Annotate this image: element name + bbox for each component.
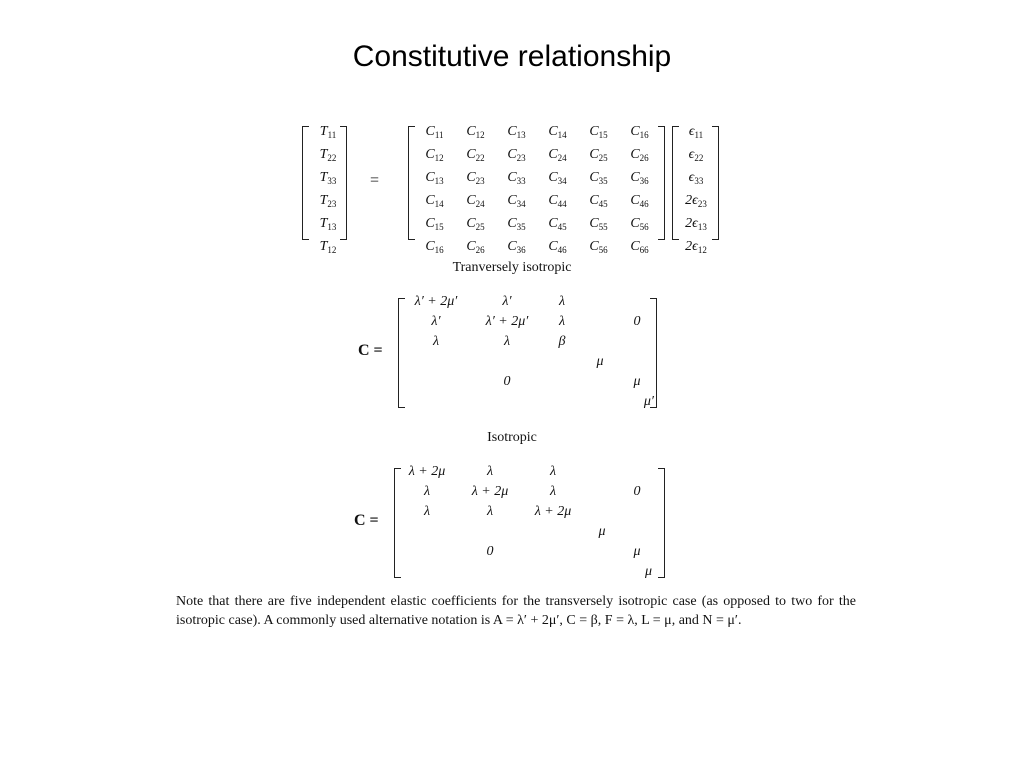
- stiffness-cell: $C_{13}$: [425, 170, 444, 186]
- stiffness-cell: $C_{16}$: [425, 239, 444, 255]
- stiffness-cell: $C_{26}$: [630, 147, 649, 163]
- strain-entry: $2\epsilon_{23}$: [685, 193, 707, 209]
- stiffness-cell: $C_{34}$: [507, 193, 526, 209]
- transverse-right-bracket: [650, 298, 657, 408]
- isotropic-cell: [582, 482, 622, 502]
- stiffness-cell: $C_{35}$: [589, 170, 608, 186]
- isotropic-cell: [398, 542, 456, 562]
- transverse-cell: [580, 312, 620, 332]
- transverse-cell: [580, 392, 620, 412]
- stress-right-bracket: [340, 126, 347, 240]
- transverse-cell: λ′: [431, 314, 441, 329]
- transverse-cell: λ′ + 2μ′: [414, 294, 458, 309]
- stiffness-cell: $C_{45}$: [548, 216, 567, 232]
- transverse-cell: λ: [558, 294, 566, 309]
- stress-entry: $T_{13}$: [319, 216, 337, 232]
- stiffness-cell: $C_{55}$: [589, 216, 608, 232]
- isotropic-heading: Isotropic: [487, 430, 537, 445]
- isotropic-cell: 0: [486, 544, 494, 559]
- transverse-cell: [580, 292, 620, 312]
- strain-entry: $\epsilon_{11}$: [688, 124, 704, 140]
- transverse-cell: [620, 292, 654, 312]
- transverse-cell: [544, 392, 580, 412]
- transverse-cell: [580, 332, 620, 352]
- slide-title: Constitutive relationship: [352, 40, 672, 73]
- isotropic-cell: λ + 2μ: [471, 484, 509, 499]
- stiffness-cell: $C_{24}$: [466, 193, 485, 209]
- stiffness-cell: $C_{22}$: [466, 147, 485, 163]
- isotropic-cell: λ: [486, 504, 494, 519]
- stiffness-cell: $C_{25}$: [589, 147, 608, 163]
- stress-entry: $T_{22}$: [319, 147, 337, 163]
- isotropic-cell: [456, 522, 524, 542]
- stiffness-cell: $C_{46}$: [548, 239, 567, 255]
- stiffness-cell: $C_{24}$: [548, 147, 567, 163]
- transverse-cell: λ: [503, 334, 511, 349]
- strain-entry: $\epsilon_{33}$: [688, 170, 704, 186]
- stiffness-cell: $C_{23}$: [466, 170, 485, 186]
- stiffness-cell: $C_{16}$: [630, 124, 649, 140]
- isotropic-cell: λ: [549, 464, 557, 479]
- stress-entry: $T_{11}$: [319, 124, 337, 140]
- transverse-c-label: C =: [358, 342, 383, 359]
- strain-entry: $2\epsilon_{12}$: [685, 239, 707, 255]
- transverse-cell: [402, 352, 470, 372]
- transverse-cell: λ: [558, 314, 566, 329]
- isotropic-cell: λ: [549, 484, 557, 499]
- transverse-cell: λ′: [502, 294, 512, 309]
- transverse-cell: [620, 352, 654, 372]
- stiffness-cell: $C_{56}$: [589, 239, 608, 255]
- isotropic-cell: [582, 502, 622, 522]
- strain-entry: $\epsilon_{22}$: [688, 147, 704, 163]
- stress-entry: $T_{33}$: [319, 170, 337, 186]
- transverse-cell: 0: [633, 314, 641, 329]
- transverse-cell: [544, 352, 580, 372]
- isotropic-cell: [524, 542, 582, 562]
- stress-entry: $T_{12}$: [319, 239, 337, 255]
- stiffness-cell: $C_{13}$: [507, 124, 526, 140]
- stiffness-cell: $C_{15}$: [589, 124, 608, 140]
- transverse-cell: [402, 392, 470, 412]
- stiffness-cell: $C_{12}$: [466, 124, 485, 140]
- note-paragraph: Note that there are five independent elastic coefficients for the transversely isotropic case (as opposed to two for the isotropic case). A commonly used alternative notation is A = λ′ + 2μ′, C = β, F = λ, L = μ, and N = μ′.: [176, 594, 856, 628]
- isotropic-cell: [622, 522, 652, 542]
- isotropic-cell: λ + 2μ: [534, 504, 572, 519]
- strain-entry: $2\epsilon_{13}$: [685, 216, 707, 232]
- transverse-cell: [470, 352, 544, 372]
- isotropic-cell: [524, 522, 582, 542]
- isotropic-cell: λ: [486, 464, 494, 479]
- transverse-cell: λ: [432, 334, 440, 349]
- stiffness-cell: $C_{14}$: [425, 193, 444, 209]
- isotropic-cell: μ: [644, 564, 652, 579]
- stiffness-cell: $C_{23}$: [507, 147, 526, 163]
- stiffness-cell: $C_{26}$: [466, 239, 485, 255]
- isotropic-cell: [582, 462, 622, 482]
- stiffness-cell: $C_{66}$: [630, 239, 649, 255]
- transverse-cell: λ′ + 2μ′: [485, 314, 529, 329]
- transverse-cell: 0: [503, 374, 511, 389]
- isotropic-cell: λ + 2μ: [408, 464, 446, 479]
- transverse-cell: μ: [596, 354, 604, 369]
- stiffness-cell: $C_{35}$: [507, 216, 526, 232]
- isotropic-cell: [456, 562, 524, 582]
- transverse-cell: [580, 372, 620, 392]
- isotropic-cell: λ: [423, 504, 431, 519]
- stiffness-right-bracket: [658, 126, 665, 240]
- isotropic-cell: 0: [633, 484, 641, 499]
- stiffness-cell: $C_{36}$: [507, 239, 526, 255]
- transverse-cell: [402, 372, 470, 392]
- transverse-cell: [544, 372, 580, 392]
- transverse-matrix: [402, 292, 654, 412]
- stiffness-cell: $C_{14}$: [548, 124, 567, 140]
- stress-entry: $T_{23}$: [319, 193, 337, 209]
- stiffness-cell: $C_{36}$: [630, 170, 649, 186]
- equals-sign: =: [370, 172, 380, 189]
- isotropic-cell: [622, 462, 652, 482]
- transverse-cell: μ′: [643, 394, 654, 409]
- stiffness-cell: $C_{34}$: [548, 170, 567, 186]
- isotropic-cell: [398, 522, 456, 542]
- stiffness-cell: $C_{56}$: [630, 216, 649, 232]
- isotropic-cell: [622, 502, 652, 522]
- isotropic-cell: λ: [423, 484, 431, 499]
- transverse-cell: [470, 392, 544, 412]
- stiffness-cell: $C_{44}$: [548, 193, 567, 209]
- stiffness-matrix: [414, 122, 660, 260]
- stiffness-cell: $C_{12}$: [425, 147, 444, 163]
- isotropic-cell: [398, 562, 456, 582]
- isotropic-cell: [524, 562, 582, 582]
- transverse-cell: [620, 332, 654, 352]
- transverse-cell: μ: [633, 374, 641, 389]
- transverse-heading: Tranversely isotropic: [452, 260, 572, 275]
- transverse-cell: β: [558, 334, 566, 349]
- isotropic-c-label: C =: [354, 512, 379, 529]
- isotropic-matrix: [398, 462, 662, 582]
- stiffness-cell: $C_{45}$: [589, 193, 608, 209]
- strain-vector: [676, 122, 716, 260]
- isotropic-cell: [582, 562, 622, 582]
- stiffness-cell: $C_{15}$: [425, 216, 444, 232]
- stiffness-cell: $C_{46}$: [630, 193, 649, 209]
- stiffness-cell: $C_{11}$: [425, 124, 444, 140]
- stiffness-cell: $C_{25}$: [466, 216, 485, 232]
- strain-right-bracket: [712, 126, 719, 240]
- isotropic-cell: μ: [598, 524, 606, 539]
- isotropic-cell: μ: [633, 544, 641, 559]
- isotropic-right-bracket: [658, 468, 665, 578]
- isotropic-cell: [582, 542, 622, 562]
- stiffness-cell: $C_{33}$: [507, 170, 526, 186]
